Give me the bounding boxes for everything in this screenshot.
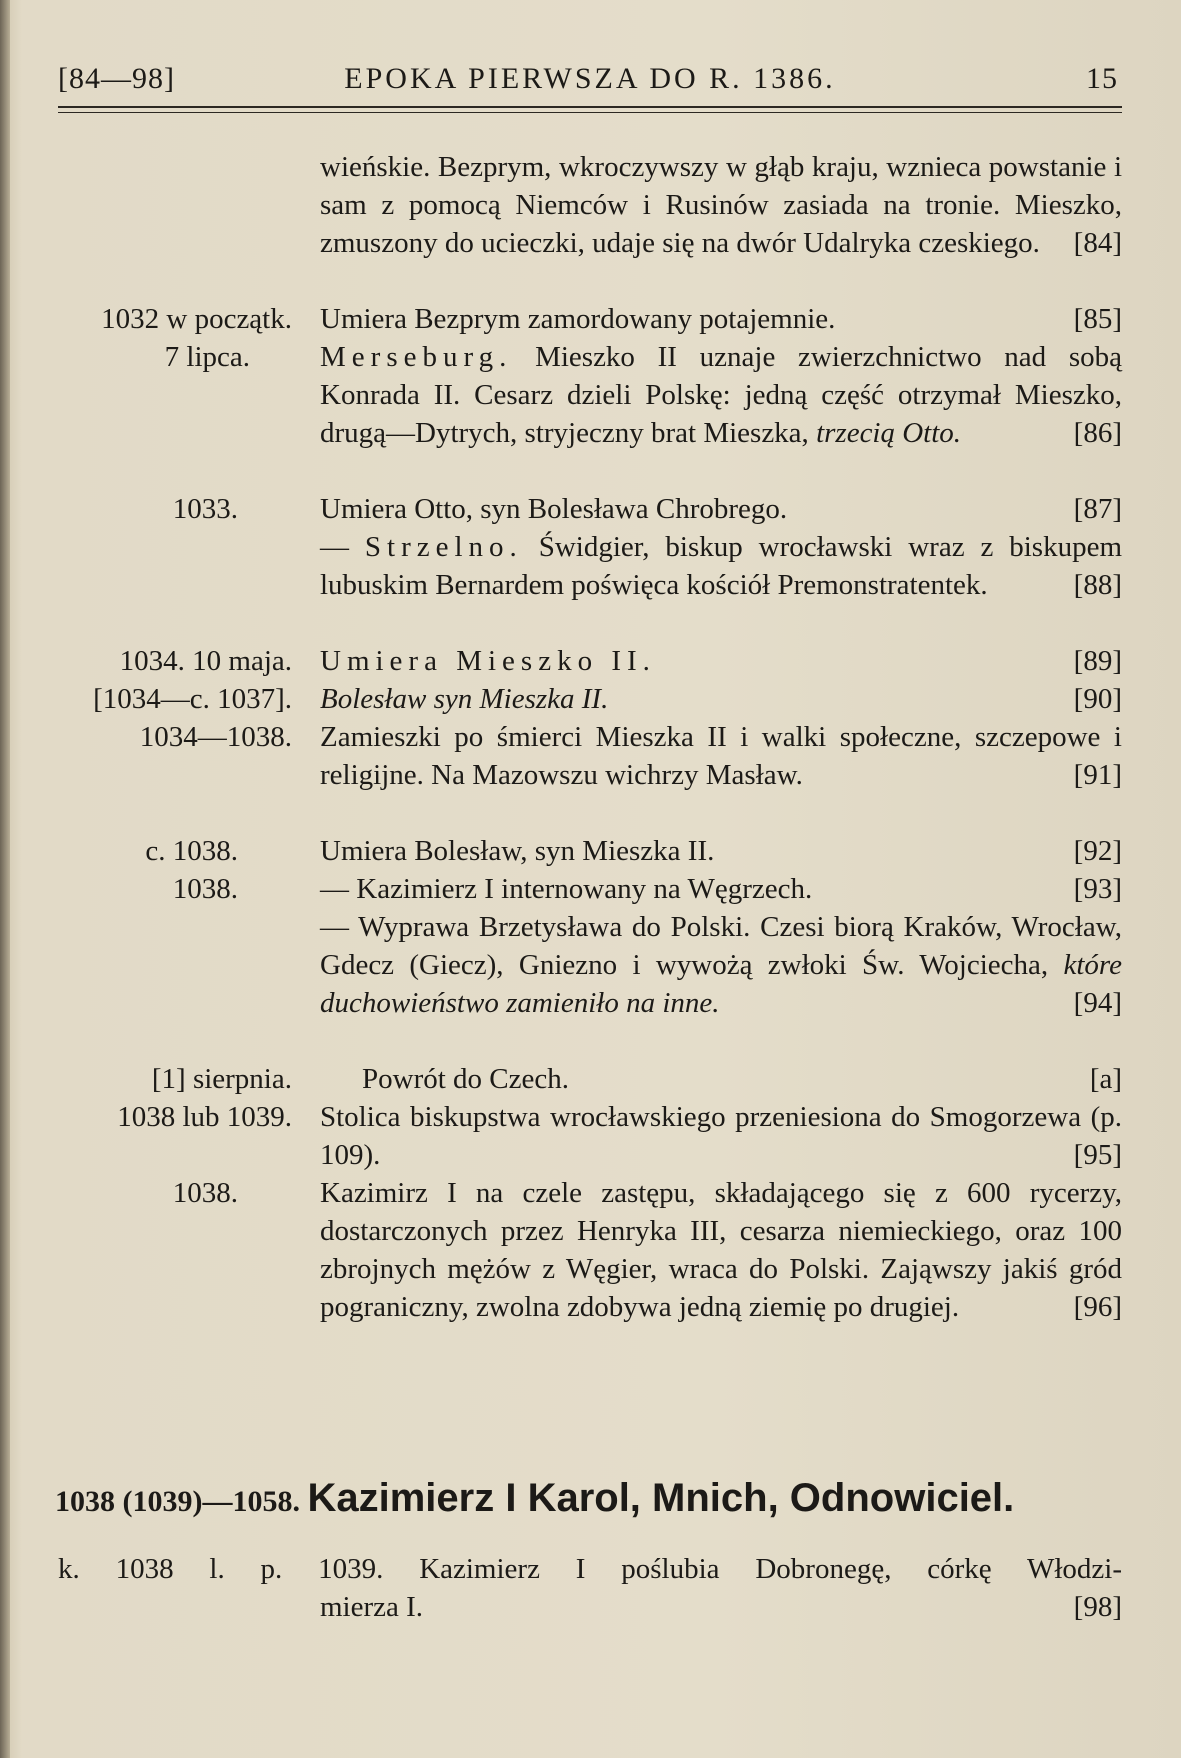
entry-ref: [88] [1073, 569, 1122, 601]
entry-date: c. 1038. [145, 835, 238, 867]
entry-ref: [87] [1073, 493, 1122, 525]
entry-date: 1033. [172, 493, 238, 525]
entry-text: — Kazimierz I internowany na Węgrzech. [93] [320, 870, 1122, 908]
entry-ref: [a] [1089, 1063, 1122, 1095]
entry-text: — Wyprawa Brzetysława do Polski. Czesi biorą Kraków, Wrocław, Gdecz (Giecz), Gniezno i wywożą zwłoki Św. Wojciecha, które duchowieństwo zamieniło na inne. [94] [320, 908, 1122, 1022]
entry-text: — Strzelno. Świdgier, biskup wrocławski wraz z biskupem lubuskim Bernardem poświęca kościół Premonstratentek. [88] [320, 528, 1122, 604]
entry-text-line: mierza I. [98] [320, 1588, 1122, 1626]
entry-ref: [92] [1073, 835, 1122, 867]
entry-text: Powrót do Czech. [a] [320, 1060, 1122, 1098]
entry-90 [40, 680, 1122, 718]
entry-89 [40, 642, 1122, 680]
entry-ref: [90] [1073, 683, 1122, 715]
page-number: 15 [1086, 62, 1118, 95]
entry-text: Umiera Bezprym zamordowany potajemnie. [85] [320, 300, 1122, 338]
entry-94 [40, 908, 1122, 1060]
entry-date: [1] sierpnia. [151, 1063, 292, 1095]
section-date: 1038 (1039)—1058. [55, 1485, 300, 1518]
entry-84 [40, 148, 1122, 300]
entry-ref: [94] [1073, 987, 1122, 1019]
entry-text: Kazimirz I na czele zastępu, składającego się z 600 rycerzy, dostarczonych przez Henryka III, cesarza niemieckiego, oraz 100 zbrojnych mężów z Węgier, wraca do Polski. Zająwszy jakiś gród pograniczny, zwolna zdobywa jedną ziemię po drugiej. [96] [320, 1174, 1122, 1326]
entry-88 [40, 528, 1122, 642]
entry-95 [40, 1098, 1122, 1174]
entry-91 [40, 718, 1122, 832]
entry-text: Umiera Mieszko II. [89] [320, 642, 1122, 680]
entry-86 [40, 338, 1122, 490]
book-spine-shadow [0, 0, 10, 1758]
entry-ref: [89] [1073, 645, 1122, 677]
entry-date: 1038 lub 1039. [117, 1101, 292, 1133]
entry-text: Merseburg. Mieszko II uznaje zwierzchnictwo nad sobą Konrada II. Cesarz dzieli Polskę: jedną część otrzymał Mieszko, drugą—Dytrych, stryjeczny brat Mieszka, trzecią Otto. [86] [320, 338, 1122, 452]
entry-96 [40, 1174, 1122, 1364]
running-header [58, 62, 1122, 106]
section-title: Kazimierz I Karol, Mnich, Odnowiciel. [307, 1476, 1015, 1520]
entry-date: 1038. [172, 873, 238, 905]
entry-text: wieńskie. Bezprym, wkroczywszy w głąb kraju, wznieca powstanie i sam z pomocą Niemców i Rusinów zasiada na tronie. Mieszko, zmuszony do ucieczki, udaje się na dwór Udalryka czeskiego. [84] [320, 148, 1122, 262]
entry-92 [40, 832, 1122, 870]
entry-date: 1032 w początk. [101, 303, 292, 335]
entry-ref: [91] [1073, 759, 1122, 791]
entry-85 [40, 300, 1122, 338]
entry-date: 7 lipca. [164, 341, 250, 373]
header-entry-range: [84—98] [58, 62, 175, 95]
entry-a [40, 1060, 1122, 1098]
header-title: EPOKA PIERWSZA DO R. 1386. [344, 62, 836, 95]
entry-ref: [85] [1073, 303, 1122, 335]
header-rule-thick [58, 106, 1122, 108]
entry-ref: [95] [1073, 1139, 1122, 1171]
entry-text: Zamieszki po śmierci Mieszka II i walki społeczne, szczepowe i religijne. Na Mazowszu wichrzy Masław. [91] [320, 718, 1122, 794]
entry-date: 1038. [172, 1177, 238, 1209]
entry-93 [40, 870, 1122, 908]
entry-ref: [96] [1073, 1291, 1122, 1323]
chronology-entries [40, 148, 1122, 1364]
entry-98 [58, 1550, 1122, 1626]
header-rule-thin [58, 112, 1122, 113]
entry-text-line: k. 1038 l. p. 1039. Kazimierz I poślubia Dobronegę, córkę Włodzi- [58, 1553, 1122, 1585]
entry-text: Umiera Bolesław, syn Mieszka II. [92] [320, 832, 1122, 870]
entry-text: Stolica biskupstwa wrocławskiego przeniesiona do Smogorzewa (p. 109). [95] [320, 1098, 1122, 1174]
section-heading [55, 1476, 1125, 1524]
entry-ref: [98] [1073, 1591, 1122, 1623]
entry-87 [40, 490, 1122, 528]
entry-ref: [86] [1073, 417, 1122, 449]
entry-date: [1034—c. 1037]. [93, 683, 292, 715]
entry-ref: [84] [1073, 227, 1122, 259]
entry-date: 1034. 10 maja. [119, 645, 292, 677]
entry-text: Bolesław syn Mieszka II. [90] [320, 680, 1122, 718]
entry-date: 1034—1038. [139, 721, 292, 753]
entry-ref: [93] [1073, 873, 1122, 905]
entry-text: Umiera Otto, syn Bolesława Chrobrego. [87] [320, 490, 1122, 528]
